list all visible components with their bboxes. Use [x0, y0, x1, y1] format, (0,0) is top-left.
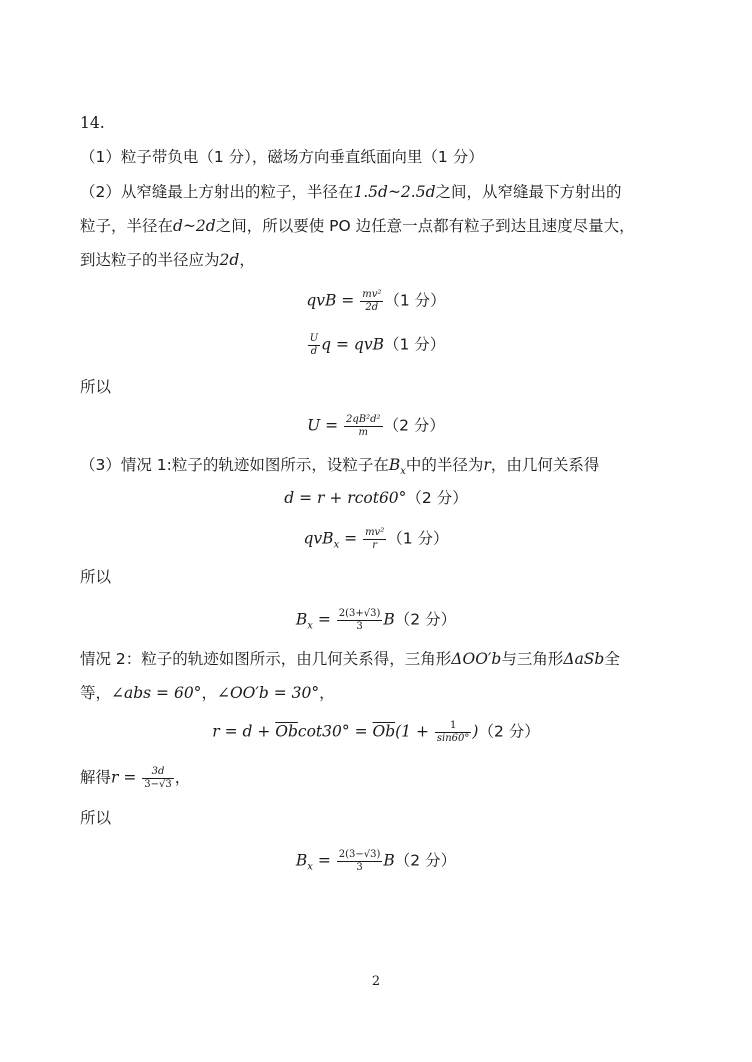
part2-line2-a: 粒子，半径在	[80, 217, 174, 235]
eq2-numerator: U	[309, 333, 319, 344]
eq4-body: d = r + rcot60°	[284, 489, 407, 507]
eq6-denominator: 3	[356, 621, 363, 632]
part3-line1	[80, 455, 599, 482]
case2-line2	[80, 683, 335, 703]
eq1-score: （1 分）	[384, 291, 446, 310]
eq7-ob-1: $\overline{Ob}$	[275, 722, 298, 741]
case2-line1	[80, 649, 620, 669]
solve-line	[80, 766, 190, 791]
eq8-numerator: 2(3−√3)	[338, 849, 381, 860]
eq6-score: （2 分）	[394, 610, 457, 629]
eq8-denominator: 3	[356, 862, 363, 873]
eq7-score: （2 分）	[478, 722, 540, 741]
eq6-numerator: 2(3+√3)	[338, 608, 381, 619]
case2-line1-a: 情况 2：粒子的轨迹如图所示，由几何关系得，三角形	[80, 650, 452, 668]
case2-line2-c: ，	[319, 684, 335, 702]
case2-triangle-1: ΔOO′b	[451, 650, 502, 668]
part3-line1-b: B	[388, 456, 401, 474]
case2-line2-a: 等，	[80, 684, 112, 702]
eq7-b: cot30° =	[297, 722, 373, 741]
case2-line1-c: 全	[604, 650, 620, 668]
eq8-rhs: B	[383, 851, 395, 870]
part2-line3-b: ，	[239, 251, 255, 269]
eq1-numerator: mv²	[362, 289, 382, 300]
case2-triangle-2: ΔaSb	[563, 650, 605, 668]
question-number: 14.	[80, 114, 105, 132]
eq8-fraction	[337, 849, 383, 874]
eq2-denominator: d	[310, 346, 318, 357]
solve-r: r =	[111, 768, 142, 787]
case2-angle-1: ∠abs = 60°	[111, 684, 202, 702]
solve-label: 解得	[80, 768, 112, 787]
eq5-lhs: qvB	[303, 529, 334, 548]
eq8-eq: =	[312, 851, 336, 870]
eq3-score: （2 分）	[383, 416, 445, 435]
eq5-eq: =	[339, 529, 363, 548]
eq5-score: （1 分）	[387, 529, 449, 548]
eq1-lhs: qvB =	[306, 291, 360, 310]
case2-line2-b: ，	[201, 684, 217, 702]
eq5-fraction	[363, 527, 386, 552]
eq7-d: )	[472, 722, 479, 741]
eq8-score: （2 分）	[394, 851, 457, 870]
eq3-numerator: 2qB²d²	[346, 414, 381, 425]
eq1-fraction	[360, 289, 383, 314]
eq6-lhs: B	[295, 610, 308, 629]
part1-text: （1）粒子带负电（1 分），磁场方向垂直纸面向里（1 分）	[80, 148, 484, 166]
case2-line1-b: 与三角形	[501, 650, 564, 668]
equation-8	[0, 849, 752, 878]
part2-line3-val: 2d	[219, 251, 240, 269]
equation-3	[0, 414, 752, 439]
eq6-sub: x	[307, 620, 313, 632]
eq8-lhs: B	[295, 851, 308, 870]
equation-7	[0, 720, 752, 745]
part2-line2	[80, 216, 635, 236]
part3-line1-a: （3）情况 1:粒子的轨迹如图所示，设粒子在	[80, 456, 389, 474]
eq5-numerator: mv²	[365, 527, 385, 538]
equation-2	[0, 333, 752, 358]
solve-numerator: 3d	[142, 766, 173, 779]
eq5-sub: x	[333, 539, 340, 551]
part3-line1-sub: x	[400, 466, 406, 478]
eq7-c: (1 +	[395, 722, 434, 741]
part2-line2-b: 之间，所以要使 PO 边任意一点都有粒子到达且速度尽量大，	[215, 217, 635, 235]
equation-4	[0, 488, 752, 508]
part3-line1-c: 中的半径为	[405, 456, 484, 474]
part2-line2-range: d~2d	[173, 217, 216, 235]
eq3-lhs: U =	[307, 416, 344, 435]
page-number: 2	[371, 974, 381, 989]
eq6-eq: =	[312, 610, 336, 629]
part2-line1	[80, 182, 622, 202]
eq7-denominator: sin60°	[436, 733, 470, 744]
part3-line1-d: r	[483, 456, 491, 474]
eq2-score: （1 分）	[383, 335, 446, 354]
part2-line1-range: 1.5d~2.5d	[353, 183, 436, 201]
solve-denominator: 3−√3	[144, 779, 172, 790]
part2-line3	[80, 250, 255, 270]
case2-angle-2: ∠OO′b = 30°	[216, 684, 320, 702]
eq2-fraction	[308, 333, 320, 358]
eq5-denominator: r	[372, 540, 378, 551]
eq1-denominator: 2d	[365, 302, 379, 313]
part2-line1-b: 之间，从窄缝最下方射出的	[435, 183, 622, 201]
eq7-numerator: 1	[435, 720, 472, 733]
eq6-rhs: B	[383, 610, 395, 629]
eq3-fraction	[344, 414, 383, 439]
part2-line1-a: （2）从窄缝最上方射出的粒子，半径在	[80, 183, 354, 201]
eq6-fraction	[337, 608, 383, 633]
so-label-1: 所以	[80, 378, 112, 396]
part2-line3-a: 到达粒子的半径应为	[80, 251, 220, 269]
eq7-a: r = d +	[212, 722, 276, 741]
so-label-2: 所以	[80, 568, 112, 586]
solve-comma: ，	[174, 768, 191, 787]
eq7-fraction	[435, 720, 472, 745]
eq4-score: （2 分）	[406, 489, 468, 507]
eq3-denominator: m	[358, 427, 369, 438]
part3-line1-e: ，由几何关系得	[490, 456, 600, 474]
equation-5	[0, 527, 752, 556]
solve-fraction	[142, 766, 173, 791]
eq2-rhs: q = qvB	[321, 335, 384, 354]
equation-6	[0, 608, 752, 637]
equation-1	[0, 289, 752, 314]
eq8-sub: x	[307, 861, 313, 873]
so-label-3: 所以	[80, 809, 112, 827]
eq7-ob-2: $\overline{Ob}$	[372, 722, 396, 741]
